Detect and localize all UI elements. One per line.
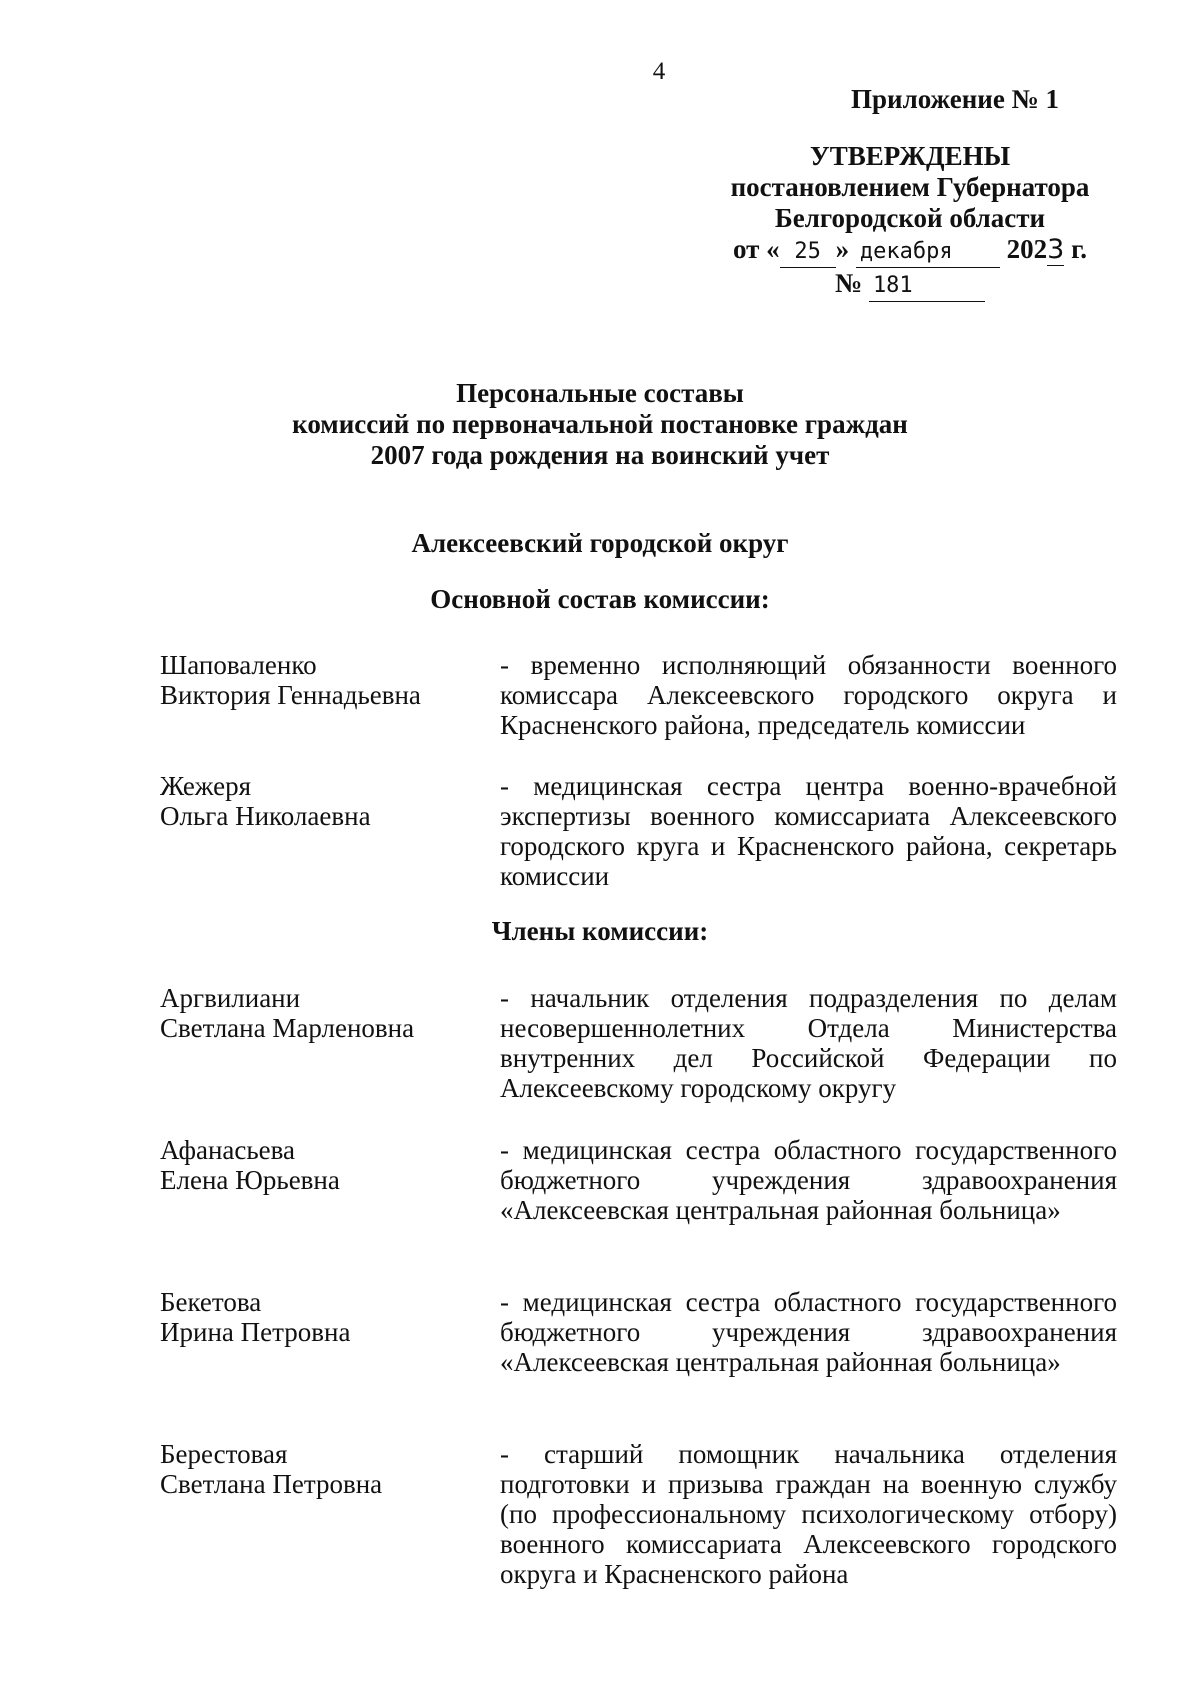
person-surname: Аргвилиани [160, 983, 301, 1013]
approval-line-1: постановлением Губернатора [730, 172, 1090, 202]
date-prefix: от « [732, 234, 780, 264]
person-given-name: Виктория Геннадьевна [160, 680, 421, 710]
person-surname: Бекетова [160, 1287, 262, 1317]
date-month: декабря [856, 236, 1000, 268]
person-role: - медицинская сестра областного государственного бюджетного учреждения здравоохранения «Алексеевская центральная районная больница» [500, 1135, 1117, 1225]
title-line-2: комиссий по первоначальной постановке граждан [292, 409, 908, 439]
person-role: - медицинская сестра центра военно-врачебной экспертизы военного комиссариата Алексеевского городского круга и Красненского района, секретарь комиссии [500, 771, 1117, 891]
person-name [160, 983, 460, 1043]
year-digit: 3 [1047, 234, 1065, 265]
year-prefix: 202 [1006, 234, 1048, 264]
approval-number-line [700, 268, 1120, 302]
approved-label: УТВЕРЖДЕНЫ [809, 141, 1011, 171]
person-surname: Жежеря [160, 771, 252, 801]
number-value: 181 [869, 270, 985, 302]
person-given-name: Светлана Марленовна [160, 1013, 415, 1043]
person-surname: Шаповаленко [160, 650, 317, 680]
person-surname: Афанасьева [160, 1135, 296, 1165]
date-mid: » [835, 234, 850, 264]
approval-date-line [700, 234, 1120, 268]
person-name [160, 650, 460, 710]
main-section-heading: Основной состав комиссии: [430, 584, 770, 614]
person-name [160, 1135, 460, 1195]
appendix-label: Приложение № 1 [851, 84, 1059, 114]
approval-line-2: Белгородской области [774, 203, 1046, 233]
approval-block [700, 84, 1120, 302]
number-label: № [835, 268, 863, 298]
title-line-3: 2007 года рождения на воинский учет [370, 440, 830, 470]
members-section-heading: Члены комиссии: [491, 916, 709, 946]
person-name [160, 1287, 460, 1347]
person-role: - временно исполняющий обязанности военного комиссара Алексеевского городского округа и Красненского района, председатель комиссии [500, 650, 1117, 740]
title-line-1: Персональные составы [456, 378, 744, 408]
person-given-name: Светлана Петровна [160, 1469, 383, 1499]
person-name [160, 771, 460, 831]
person-given-name: Елена Юрьевна [160, 1165, 340, 1195]
person-role: - старший помощник начальника отделения подготовки и призыва граждан на военную службу (по профессиональному психологическому отбору) военного комиссариата Алексеевского городского округа и Красненского района [500, 1439, 1117, 1589]
person-role: - начальник отделения подразделения по делам несовершеннолетних Отдела Министерства внутренних дел Российской Федерации по Алексеевскому городскому округу [500, 983, 1117, 1103]
page-number: 4 [652, 58, 666, 85]
person-given-name: Ирина Петровна [160, 1317, 351, 1347]
person-role: - медицинская сестра областного государственного бюджетного учреждения здравоохранения «Алексеевская центральная районная больница» [500, 1287, 1117, 1377]
district-heading: Алексеевский городской округ [411, 528, 789, 558]
date-day: 25 [780, 236, 836, 268]
person-name [160, 1439, 460, 1499]
year-suffix: г. [1071, 234, 1088, 264]
document-title [0, 378, 1200, 471]
person-given-name: Ольга Николаевна [160, 801, 371, 831]
person-surname: Берестовая [160, 1439, 288, 1469]
